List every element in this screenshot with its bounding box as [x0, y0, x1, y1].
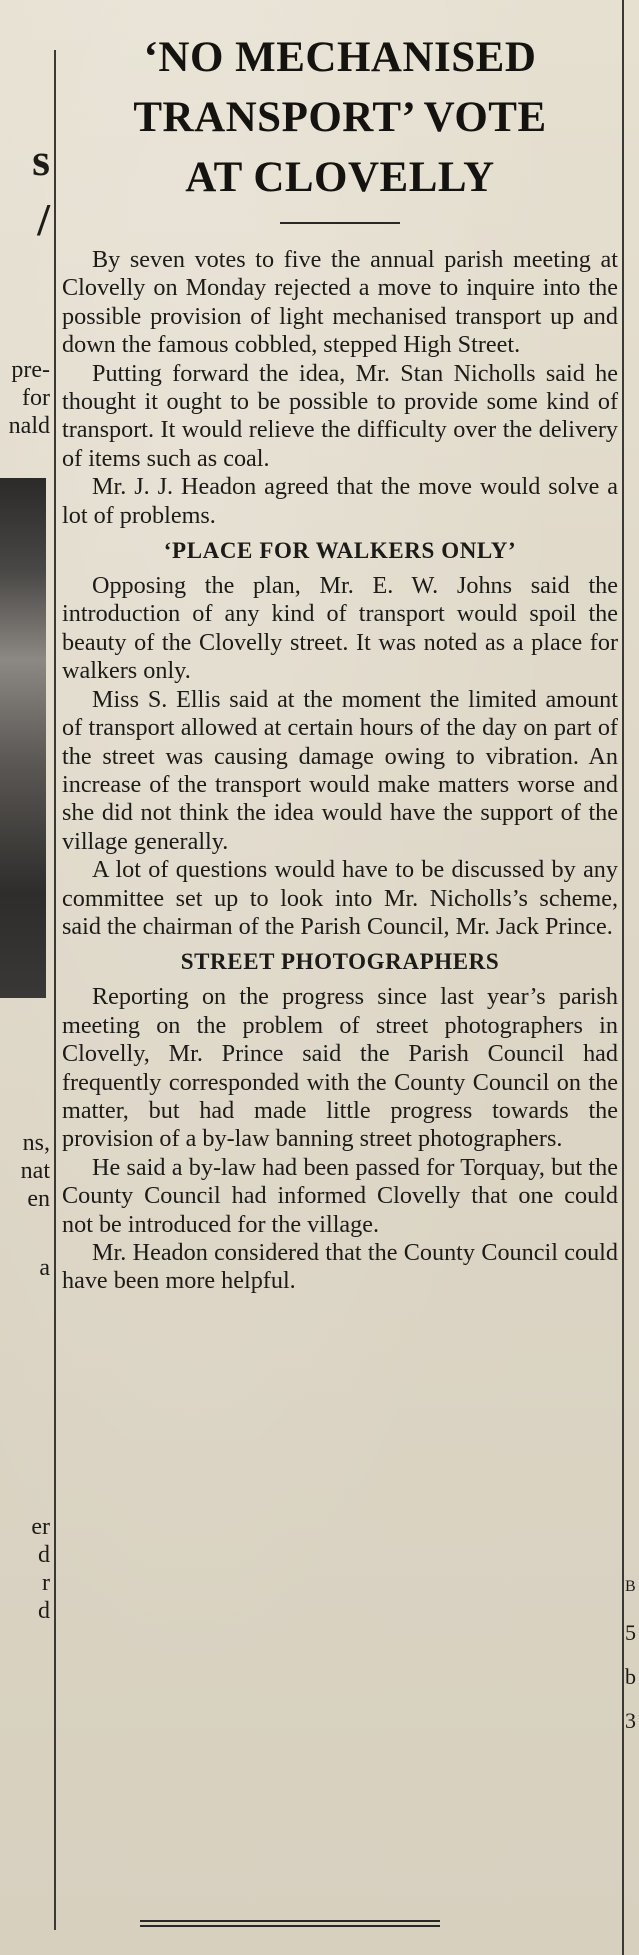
- paragraph: Mr. Headon considered that the County Council could have been more helpful.: [62, 1239, 618, 1295]
- headline-line: ‘NO MECHANISED: [143, 34, 537, 81]
- left-fragment: er: [31, 1514, 50, 1540]
- left-fragment: nat: [20, 1158, 50, 1184]
- subheading-walkers: ‘PLACE FOR WALKERS ONLY’: [163, 538, 517, 564]
- paragraph: Miss S. Ellis said at the moment the limited amount of transport allowed at certain hours of the day on part of the street was causing damage owing to vibration. An increase of the transport would make matters worse and she did not think the idea would have the support of the village generally.: [62, 685, 618, 855]
- left-neighbour-column: [0, 0, 52, 1955]
- right-fragment: B: [625, 1578, 636, 1595]
- left-fragment: s: [32, 134, 50, 185]
- article: [62, 28, 618, 1296]
- left-fragment: nald: [8, 413, 50, 439]
- left-fragment: r: [42, 1570, 50, 1596]
- left-fragment: d: [38, 1598, 50, 1624]
- left-fragment: for: [22, 385, 50, 411]
- paragraph: Opposing the plan, Mr. E. W. Johns said the introduction of any kind of transport would spoil the beauty of the Clovelly street. It was noted as a place for walkers only.: [62, 572, 618, 685]
- right-neighbour-column: [624, 0, 639, 1955]
- article-body: [62, 246, 618, 1296]
- right-fragment: 5: [625, 1620, 636, 1645]
- paragraph: By seven votes to five the annual parish meeting at Clovelly on Monday rejected a move to inquire into the possible provision of light mechanised transport up and down the famous cobbled, stepped High Street.: [62, 246, 618, 359]
- headline-rule: [280, 222, 400, 224]
- paragraph: Reporting on the progress since last year’s parish meeting on the problem of street photographers in Clovelly, Mr. Prince said the Parish Council had frequently corresponded with the County Council on the matter, but had made little progress towards the provision of a by-law banning street photographers.: [62, 983, 618, 1153]
- headline-line: TRANSPORT’ VOTE: [133, 94, 547, 141]
- right-fragment: 3: [625, 1708, 636, 1733]
- headline: [62, 28, 618, 208]
- subheading-photographers: STREET PHOTOGRAPHERS: [180, 949, 500, 975]
- headline-line: AT CLOVELLY: [185, 154, 495, 201]
- paragraph: He said a by-law had been passed for Torquay, but the County Council had informed Clovelly that one could not be introduced for the village.: [62, 1153, 618, 1238]
- left-fragment: en: [27, 1186, 50, 1212]
- paragraph: A lot of questions would have to be discussed by any committee set up to look into Mr. Nicholls’s scheme, said the chairman of the Parish Council, Mr. Jack Prince.: [62, 856, 618, 940]
- left-fragment: ns,: [22, 1130, 50, 1156]
- right-fragment: b: [625, 1664, 636, 1689]
- left-fragment: a: [39, 1255, 50, 1281]
- left-fragment: d: [38, 1542, 50, 1568]
- paragraph: Mr. J. J. Headon agreed that the move would solve a lot of problems.: [62, 473, 618, 529]
- left-fragment: /: [37, 194, 50, 245]
- paragraph: Putting forward the idea, Mr. Stan Nicholls said he thought it ought to be possible to provide some kind of transport. It would relieve the difficulty over the delivery of items such as coal.: [62, 359, 618, 472]
- left-photo-fragment: [0, 478, 46, 998]
- left-fragment: pre-: [11, 357, 50, 383]
- end-rule: [140, 1920, 440, 1927]
- column-rule-left: [54, 50, 56, 1930]
